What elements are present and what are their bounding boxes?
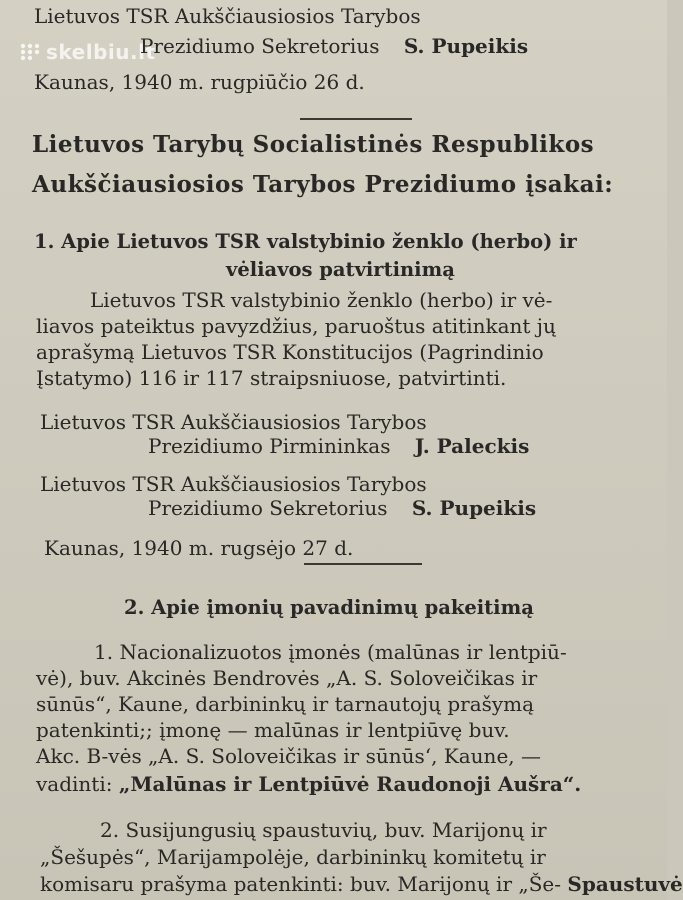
section2-p1-line: patenkinti;; įmonę — malūnas ir lentpiūvę buv. bbox=[36, 718, 510, 742]
section2-p1-last-line bbox=[36, 772, 581, 796]
section1-signature2-name: S. Pupeikis bbox=[411, 496, 537, 520]
section2-p2-line: 2. Susijungusių spaustuvių, buv. Marijonų ir bbox=[100, 818, 547, 842]
top-signature-line2 bbox=[140, 34, 528, 58]
section2-title: 2. Apie įmonių pavadinimų pakeitimą bbox=[124, 596, 534, 619]
section2-p1-line: sūnūs“, Kaune, darbininkų ir tarnautojų prašymą bbox=[36, 692, 535, 716]
section1-body-line: Lietuvos TSR valstybinio ženklo (herbo) ir vė- bbox=[90, 288, 553, 312]
section1-signature2-title: Prezidiumo Sekretorius bbox=[148, 496, 388, 520]
section2-p2-line: „Šešupės“, Marijampolėje, darbininkų komitetų ir bbox=[40, 845, 546, 869]
section2-p1-line: Akc. B-vės „A. S. Soloveičikas ir sūnūs‘, Kaune, — bbox=[36, 744, 541, 768]
section2-p2-bold: Spaustuvė bbox=[567, 872, 683, 896]
section2-p1-line: 1. Nacionalizuotos įmonės (malūnas ir lentpiū- bbox=[94, 640, 567, 664]
divider bbox=[300, 118, 412, 120]
skelbiu-logo-icon bbox=[20, 43, 40, 61]
section1-body-line: liavos pateiktus pavyzdžius, paruoštus atitinkant jų bbox=[36, 314, 556, 338]
section2-p2-text: komisaru prašyma patenkinti: buv. Marijonų ir „Še- bbox=[40, 872, 562, 896]
section1-signature1-name: J. Paleckis bbox=[414, 434, 530, 458]
section1-title-line1: 1. Apie Lietuvos TSR valstybinio ženklo (herbo) ir bbox=[34, 230, 577, 253]
section1-signature2-line2 bbox=[148, 496, 536, 520]
section1-signature1-title: Prezidiumo Pirmininkas bbox=[148, 434, 391, 458]
section1-body-line: Įstatymo) 116 ir 117 straipsniuose, patvirtinti. bbox=[36, 366, 507, 390]
divider bbox=[304, 563, 422, 565]
top-signature-line1: Lietuvos TSR Aukščiausiosios Tarybos bbox=[34, 4, 421, 28]
section1-date: Kaunas, 1940 m. rugsėjo 27 d. bbox=[44, 536, 354, 560]
section2-p1-new-name: „Malūnas ir Lentpiūvė Raudonoji Aušra“. bbox=[118, 772, 582, 796]
section1-title-line2: vėliavos patvirtinimą bbox=[226, 258, 455, 281]
decrees-heading-line2: Aukščiausiosios Tarybos Prezidiumo įsakai: bbox=[32, 171, 614, 198]
section1-signature2-line1: Lietuvos TSR Aukščiausiosios Tarybos bbox=[40, 472, 427, 496]
top-signature-name: S. Pupeikis bbox=[403, 34, 529, 58]
section1-signature1-line1: Lietuvos TSR Aukščiausiosios Tarybos bbox=[40, 410, 427, 434]
watermark bbox=[20, 40, 156, 64]
watermark-text: skelbiu.lt bbox=[46, 40, 156, 64]
decrees-heading-line1: Lietuvos Tarybų Socialistinės Respublikos bbox=[32, 131, 595, 158]
section1-body-line: aprašymą Lietuvos TSR Konstitucijos (Pagrindinio bbox=[36, 340, 544, 364]
section1-signature1-line2 bbox=[148, 434, 529, 458]
top-date: Kaunas, 1940 m. rugpiūčio 26 d. bbox=[34, 70, 365, 94]
section2-p1-line: vė), buv. Akcinės Bendrovės „A. S. Soloveičikas ir bbox=[36, 666, 538, 690]
section2-p1-last-prefix: vadinti: bbox=[36, 772, 113, 796]
section2-p2-line bbox=[40, 872, 683, 896]
top-signature-title: Prezidiumo Sekretorius bbox=[140, 34, 380, 58]
